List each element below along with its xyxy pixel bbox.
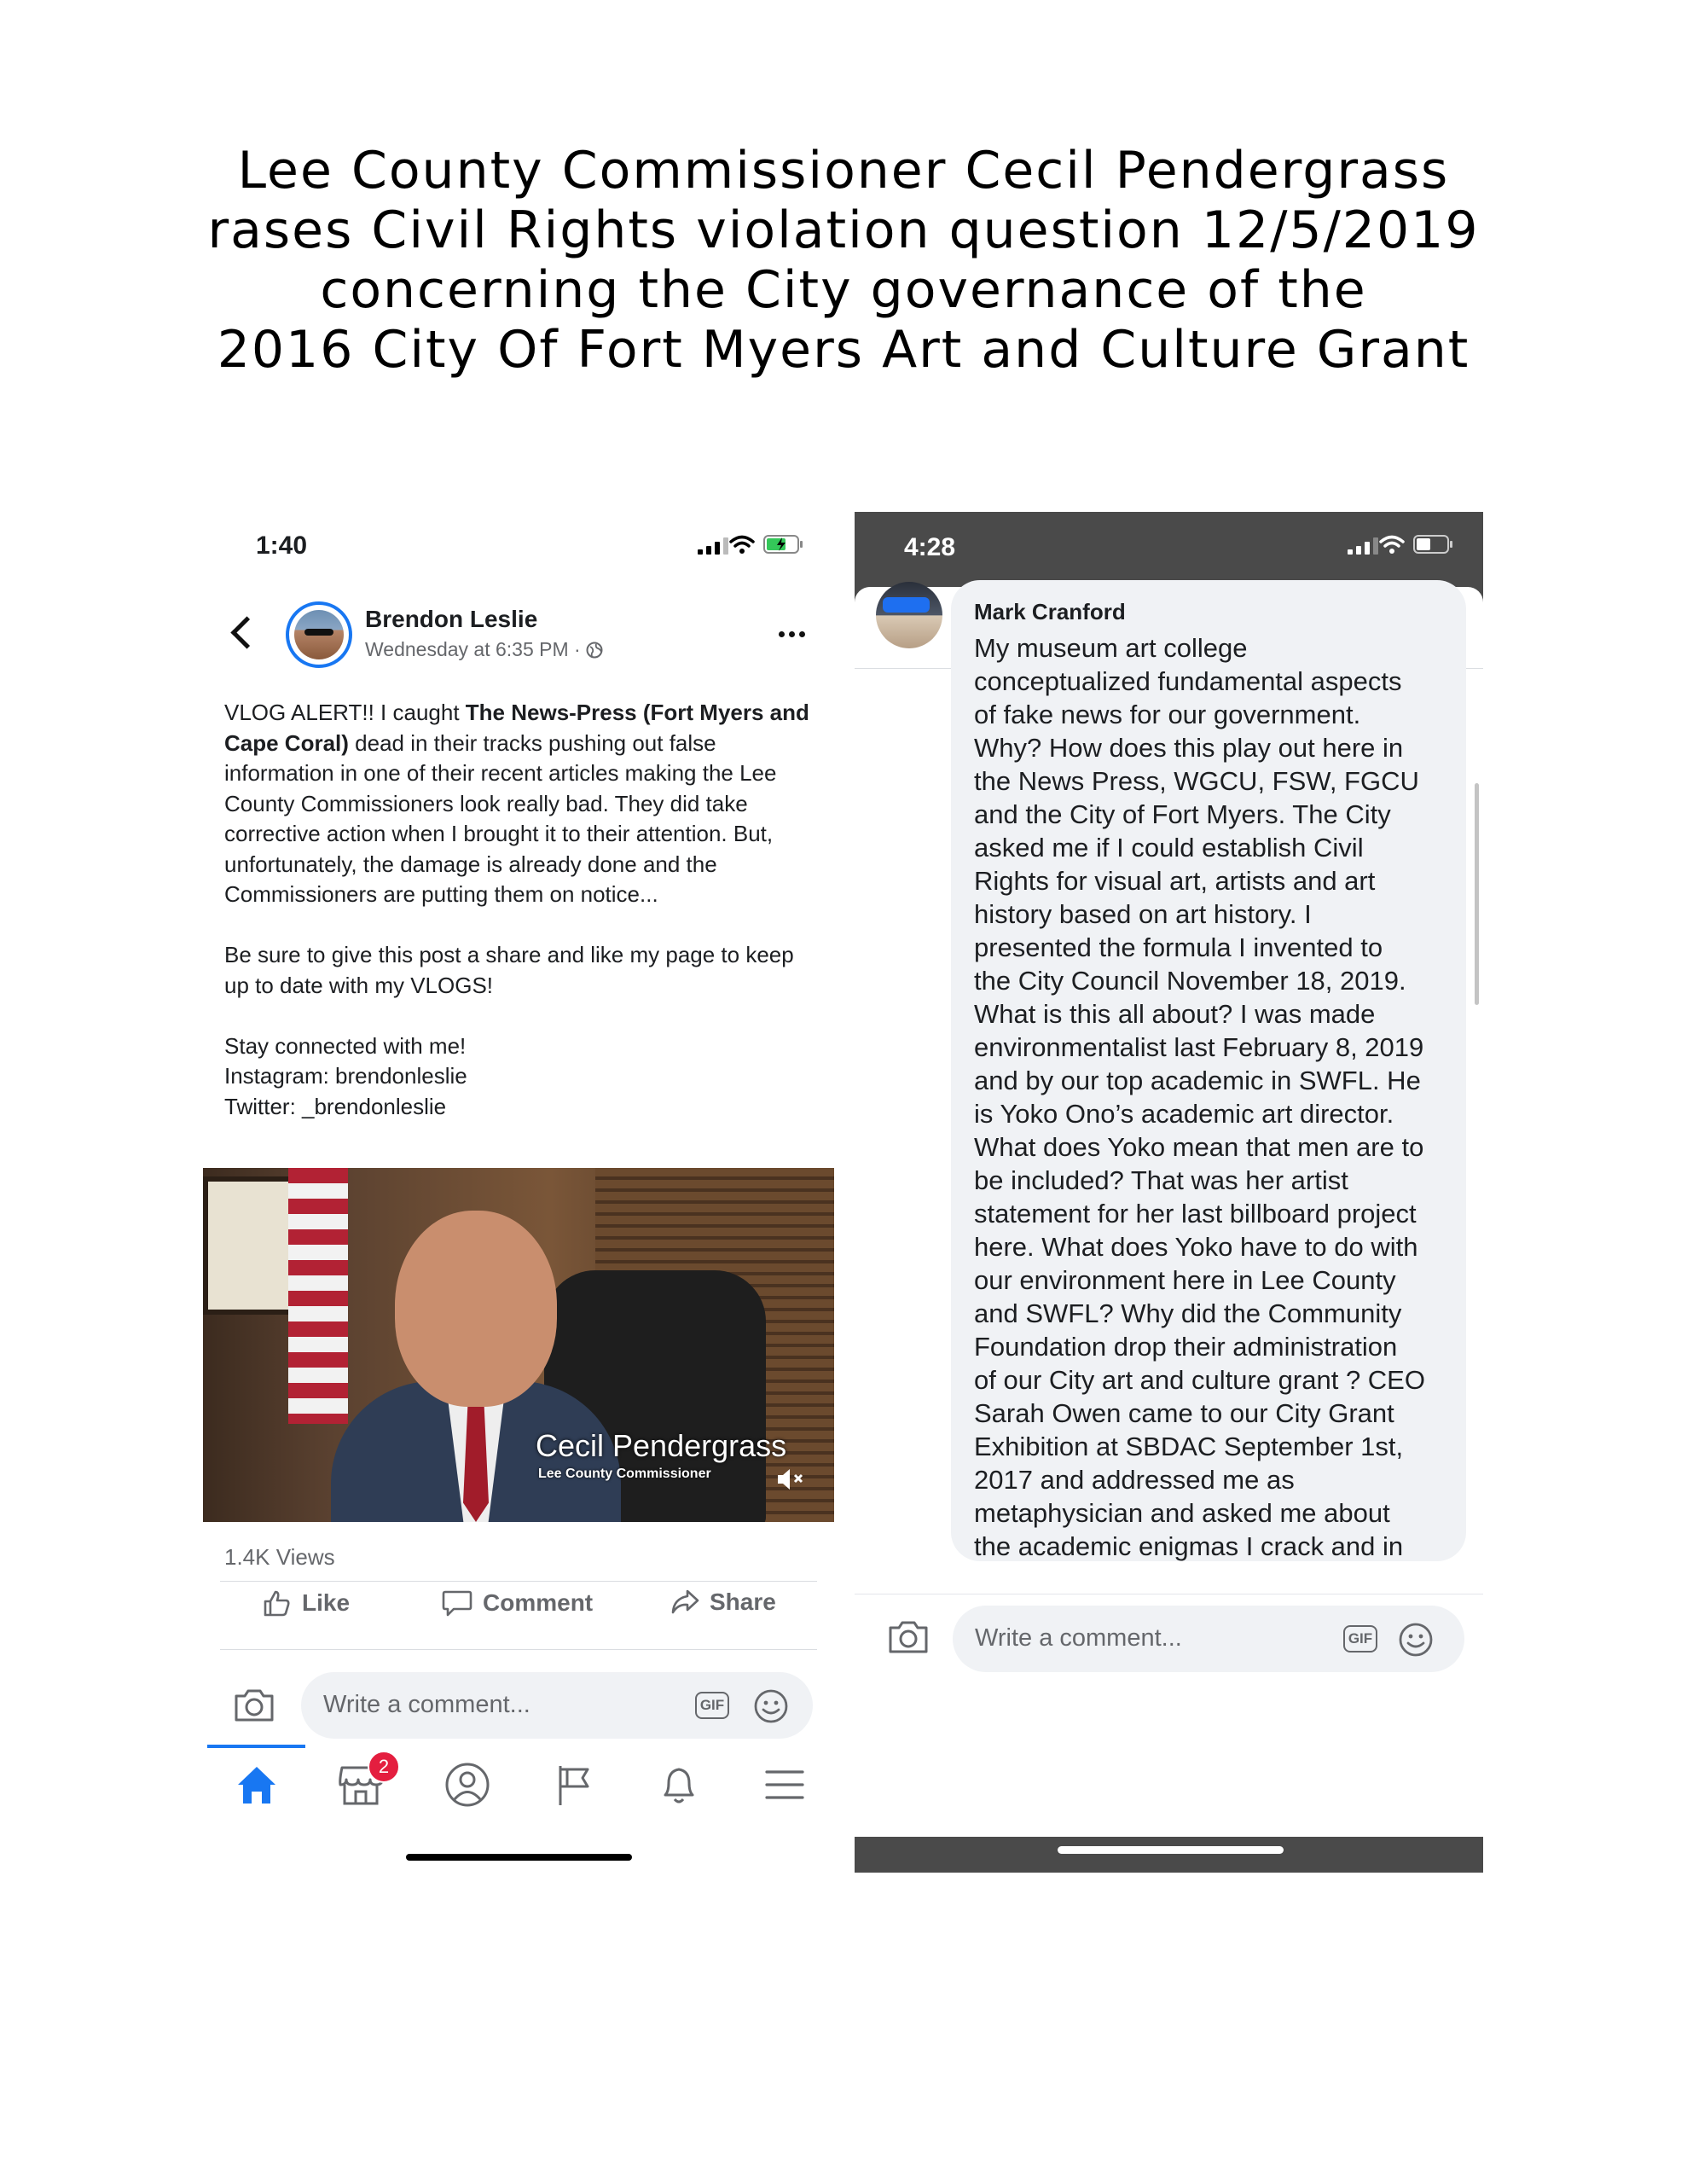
globe-icon	[586, 642, 603, 659]
wifi-icon	[729, 534, 755, 555]
mute-icon[interactable]	[776, 1467, 807, 1492]
comment-placeholder: Write a comment...	[323, 1691, 530, 1718]
post-body	[224, 698, 813, 1122]
home-indicator	[406, 1854, 632, 1861]
headline-line-1: Lee County Commissioner Cecil Pendergrass	[237, 141, 1450, 200]
like-button[interactable]	[263, 1589, 350, 1618]
post-twitter: Twitter: _brendonleslie	[224, 1093, 447, 1119]
pages-flag-icon[interactable]	[548, 1759, 600, 1810]
home-icon[interactable]	[231, 1759, 282, 1810]
comment-button[interactable]	[442, 1589, 593, 1618]
like-icon	[263, 1589, 292, 1618]
post-time-text: Wednesday at 6:35 PM ·	[365, 638, 587, 660]
post-text-rest: dead in their tracks pushing out false information in one of their recent articles making the Lee County Commissioners look really bad. They did take corrective action when I brought it to their attention. But, unfortunately, the damage is already done and the Commissioners are putting them on notice...	[224, 729, 777, 907]
tagged-page-link[interactable]: The News-Press (Fort Myers and Cape Coral)	[224, 700, 809, 756]
comment-placeholder: Write a comment...	[975, 1624, 1182, 1652]
post-timestamp	[365, 638, 603, 661]
comment-input[interactable]	[953, 1606, 1464, 1672]
post-paragraph-3: Stay connected with me!	[224, 1032, 467, 1059]
battery-icon	[1413, 535, 1454, 554]
comment-bubble	[951, 580, 1466, 1561]
headline-line-2: rases Civil Rights violation question 12/5/2019	[207, 200, 1480, 260]
comment-text: My museum art college conceptualized fundamental aspects of fake news for our government. Why? How does this play out here in the News Press, WGCU, FSW, FGCU and the City of Fort Myers. The City asked me if I could establish Civil Rights for visual art, artists and art history based on art history. I presented the formula I invented to the City Council November 18, 2019. What is this all about? I was made environmentalist last February 8, 2019 and by our top academic in SWFL. He is Yoko Ono’s academic art director. What does Yoko mean that men are to be included? That was her artist statement for her last billboard project here. What does Yoko have to do with our environment here in Lee County and SWFL? Why did the Community Foundation drop their administration of our City art and culture grant ? CEO Sarah Owen came to our City Grant Exhibition at SBDAC September 1st, 2017 and addressed me as metaphysician and asked me about the academic enigmas I crack and in	[974, 633, 1425, 1561]
post-paragraph-1	[224, 698, 813, 910]
avatar[interactable]	[286, 601, 352, 668]
comment-author[interactable]: Mark Cranford	[974, 599, 1126, 624]
signal-icon	[698, 537, 728, 555]
headline-line-3: concerning the City governance of the	[320, 260, 1367, 320]
video-caption-title: Lee County Commissioner	[538, 1467, 711, 1481]
post-text-intro: VLOG ALERT!! I caught	[224, 700, 466, 725]
post-paragraph-2: Be sure to give this post a share and like my page to keep up to date with my VLOGS!	[224, 942, 794, 998]
headline-line-4: 2016 City Of Fort Myers Art and Culture Grant	[217, 320, 1470, 380]
status-time: 4:28	[904, 533, 956, 561]
like-label: Like	[302, 1589, 351, 1616]
emoji-icon[interactable]	[753, 1688, 789, 1724]
status-time: 1:40	[256, 531, 308, 560]
share-icon	[670, 1589, 699, 1616]
comment-icon	[442, 1589, 472, 1618]
comment-input[interactable]	[301, 1672, 813, 1739]
emoji-icon[interactable]	[1398, 1622, 1434, 1658]
view-count: 1.4K Views	[224, 1544, 335, 1570]
back-chevron-icon[interactable]	[230, 616, 263, 648]
share-button[interactable]	[670, 1589, 776, 1616]
notification-badge: 2	[368, 1751, 400, 1783]
battery-icon	[763, 535, 804, 554]
video-caption-name: Cecil Pendergrass	[536, 1428, 787, 1463]
headline	[0, 141, 1687, 380]
avatar[interactable]	[876, 582, 942, 648]
comments-sheet	[855, 587, 1483, 1843]
camera-icon[interactable]	[887, 1619, 930, 1655]
gif-button[interactable]: GIF	[1343, 1625, 1377, 1653]
share-label: Share	[710, 1589, 776, 1615]
wifi-icon	[1379, 534, 1405, 555]
bell-icon[interactable]	[653, 1759, 704, 1810]
profile-icon[interactable]	[442, 1759, 493, 1810]
post-author[interactable]: Brendon Leslie	[365, 606, 538, 632]
left-phone-screenshot	[203, 512, 834, 1877]
more-icon[interactable]	[779, 631, 805, 637]
gif-button[interactable]: GIF	[695, 1692, 729, 1719]
comment-label: Comment	[483, 1589, 594, 1616]
video-player[interactable]	[203, 1168, 834, 1522]
menu-icon[interactable]	[759, 1759, 810, 1810]
camera-icon[interactable]	[233, 1687, 275, 1723]
post-instagram: Instagram: brendonleslie	[224, 1063, 467, 1089]
home-indicator	[1058, 1846, 1284, 1854]
scrollbar[interactable]	[1475, 783, 1479, 1005]
right-phone-screenshot	[855, 512, 1483, 1873]
signal-icon	[1348, 537, 1378, 555]
